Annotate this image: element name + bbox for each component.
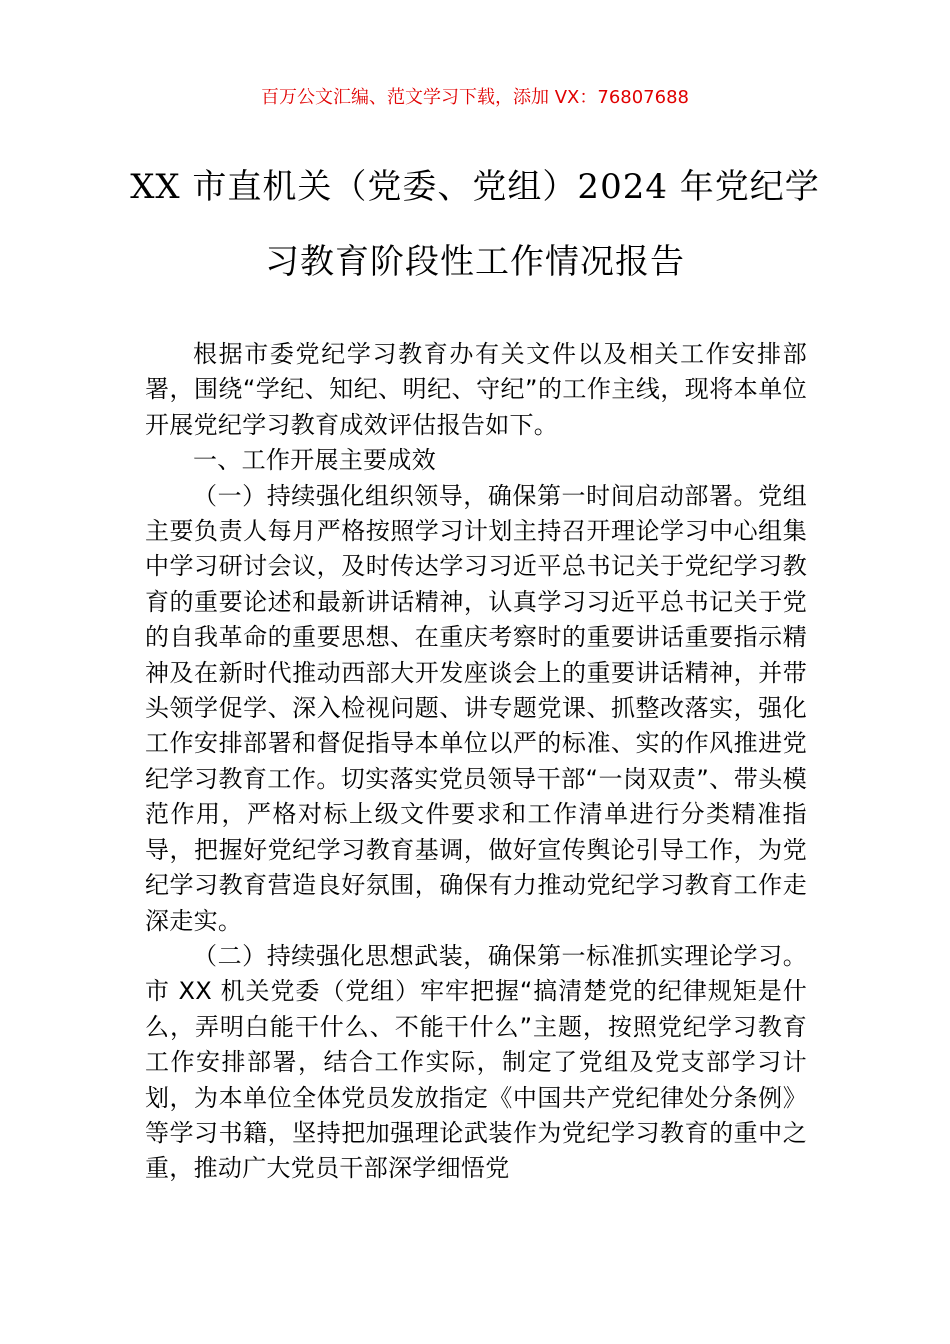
document-body <box>145 337 807 1187</box>
intro-paragraph: 根据市委党纪学习教育办有关文件以及相关工作安排部署，围绕“学纪、知纪、明纪、守纪”的工作主线，现将本单位开展党纪学习教育成效评估报告如下。 <box>145 340 807 439</box>
title-line-2: 习教育阶段性工作情况报告 <box>265 242 685 282</box>
document-title <box>100 150 850 300</box>
section-heading: 一、工作开展主要成效 <box>193 446 436 475</box>
title-line-1: XX 市直机关（党委、党组）2024 年党纪学 <box>130 167 820 207</box>
body-paragraph: （一）持续强化组织领导，确保第一时间启动部署。党组主要负责人每月严格按照学习计划主持召开理论学习中心组集中学习研讨会议，及时传达学习习近平总书记关于党纪学习教育的重要论述和最新讲话精神，认真学习习近平总书记关于党的自我革命的重要思想、在重庆考察时的重要讲话重要指示精神及在新时代推动西部大开发座谈会上的重要讲话精神，并带头领学促学、深入检视问题、讲专题党课、抓整改落实，强化工作安排部署和督促指导本单位以严的标准、实的作风推进党纪学习教育工作。切实落实党员领导干部“一岗双责”、带头模范作用，严格对标上级文件要求和工作清单进行分类精准指导，把握好党纪学习教育基调，做好宣传舆论引导工作，为党纪学习教育营造良好氛围，确保有力推动党纪学习教育工作走深走实。 <box>145 481 807 935</box>
body-paragraph: （二）持续强化思想武装，确保第一标准抓实理论学习。市 XX 机关党委（党组）牢牢把握“搞清楚党的纪律规矩是什么，弄明白能干什么、不能干什么”主题，按照党纪学习教育工作安排部署，结合工作实际，制定了党组及党支部学习计划，为本单位全体党员发放指定《中国共产党纪律处分条例》等学习书籍，坚持把加强理论武装作为党纪学习教育的重中之重，推动广大党员干部深学细悟党 <box>145 941 807 1183</box>
promo-banner: 百万公文汇编、范文学习下载，添加 VX：76807688 <box>261 87 689 108</box>
